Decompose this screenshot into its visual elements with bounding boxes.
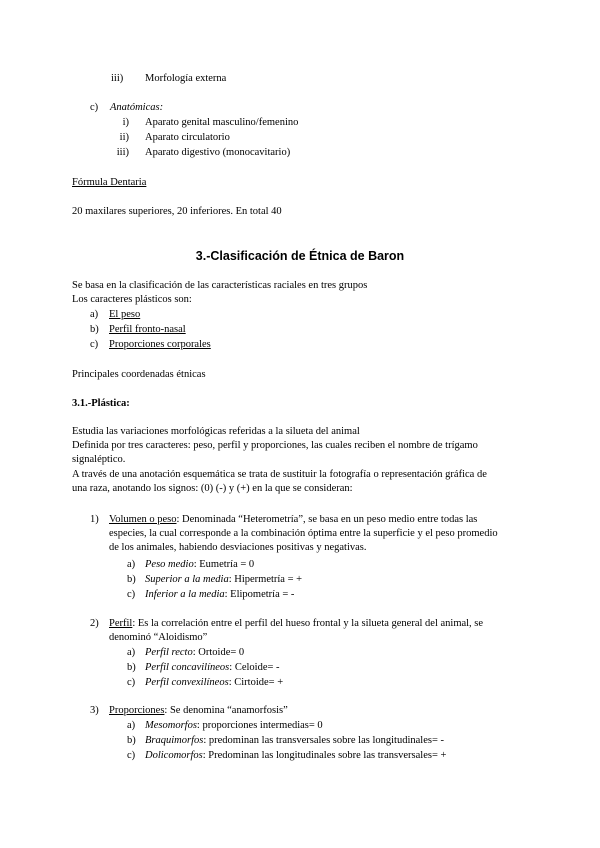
sub-marker: b) [127,735,136,746]
numbered-item-line: especies, la cual corresponde a la combinación óptima entre la superficie y el peso promedio [109,528,498,539]
sub-item: Inferior a la media: Elipometría = - [145,589,295,600]
paragraph-line: Definida por tres caracteres: peso, perfil y proporciones, las cuales reciben el nombre de trígamo [72,440,478,451]
list-marker: a) [90,309,99,320]
sub-item: Perfil recto: Ortoide= 0 [145,647,245,658]
formula-text: 20 maxilares superiores, 20 inferiores. En total 40 [72,206,282,217]
sub-marker: b) [127,662,136,673]
list-item-text: Perfil fronto-nasal [109,324,186,335]
sub-marker: c) [127,677,136,688]
list-num: ii) [119,132,129,143]
list-num: i) [122,117,129,128]
paragraph-line: A través de una anotación esquemática se trata de sustituir la fotografía o representación gráfica de [72,469,487,480]
list-marker: c) [90,102,99,113]
list-item-text: El peso [109,309,141,320]
paragraph-line: Se basa en la clasificación de las características raciales en tres grupos [72,280,368,291]
sub-marker: b) [127,574,136,585]
list-item-text: Aparato digestivo (monocavitario) [145,147,291,158]
sub-item: Mesomorfos: proporciones intermedias= 0 [145,720,323,731]
paragraph-line: Principales coordenadas étnicas [72,369,206,380]
sub-marker: c) [127,750,136,761]
numbered-item-line: Volumen o peso: Denominada “Heterometría”, se basa en un peso medio entre todas las [109,514,478,525]
sub-item: Dolicomorfos: Predominan las longitudinales sobre las transversales= + [145,750,447,761]
paragraph-line: una raza, anotando los signos: (0) (-) y (+) en la que se consideran: [72,483,353,494]
list-item-text: Aparato genital masculino/femenino [145,117,299,128]
numbered-item-line: Proporciones: Se denomina “anamorfosis” [109,705,288,716]
list-marker: b) [90,324,99,335]
numbered-item-line: Perfil: Es la correlación entre el perfil del hueso frontal y la silueta general del animal, se [109,618,484,629]
paragraph-line: signaléptico. [72,454,126,465]
list-num: iii) [111,73,124,84]
formula-heading: Fórmula Dentaria [72,177,147,188]
section-title: 3.-Clasificación de Étnica de Baron [195,249,405,263]
numbered-marker: 3) [90,705,99,716]
sub-marker: a) [127,559,136,570]
list-item-text: Morfología externa [145,73,227,84]
list-item-text: Aparato circulatorio [145,132,230,143]
paragraph-line: Los caracteres plásticos son: [72,294,192,305]
list-marker: c) [90,339,99,350]
sub-item: Perfil convexilíneos: Cirtoide= + [145,677,284,688]
subsection-title: 3.1.-Plástica: [72,398,130,409]
numbered-item-line: de los animales, habiendo desviaciones positivas y negativas. [109,542,367,553]
list-item-text: Proporciones corporales [109,339,211,350]
numbered-item-line: denominó “Aloidismo” [109,632,208,643]
sub-marker: a) [127,720,136,731]
numbered-marker: 2) [90,618,99,629]
numbered-marker: 1) [90,514,99,525]
sub-marker: a) [127,647,136,658]
sub-marker: c) [127,589,136,600]
paragraph-line: Estudia las variaciones morfológicas referidas a la silueta del animal [72,426,360,437]
sub-item: Superior a la media: Hipermetría = + [145,574,303,585]
sub-item: Perfil concavilíneos: Celoide= - [145,662,280,673]
list-num: iii) [116,147,129,158]
sub-item: Peso medio: Eumetría = 0 [145,559,255,570]
anatomicas-label: Anatómicas: [110,102,164,113]
sub-item: Braquimorfos: predominan las transversales sobre las longitudinales= - [145,735,444,746]
